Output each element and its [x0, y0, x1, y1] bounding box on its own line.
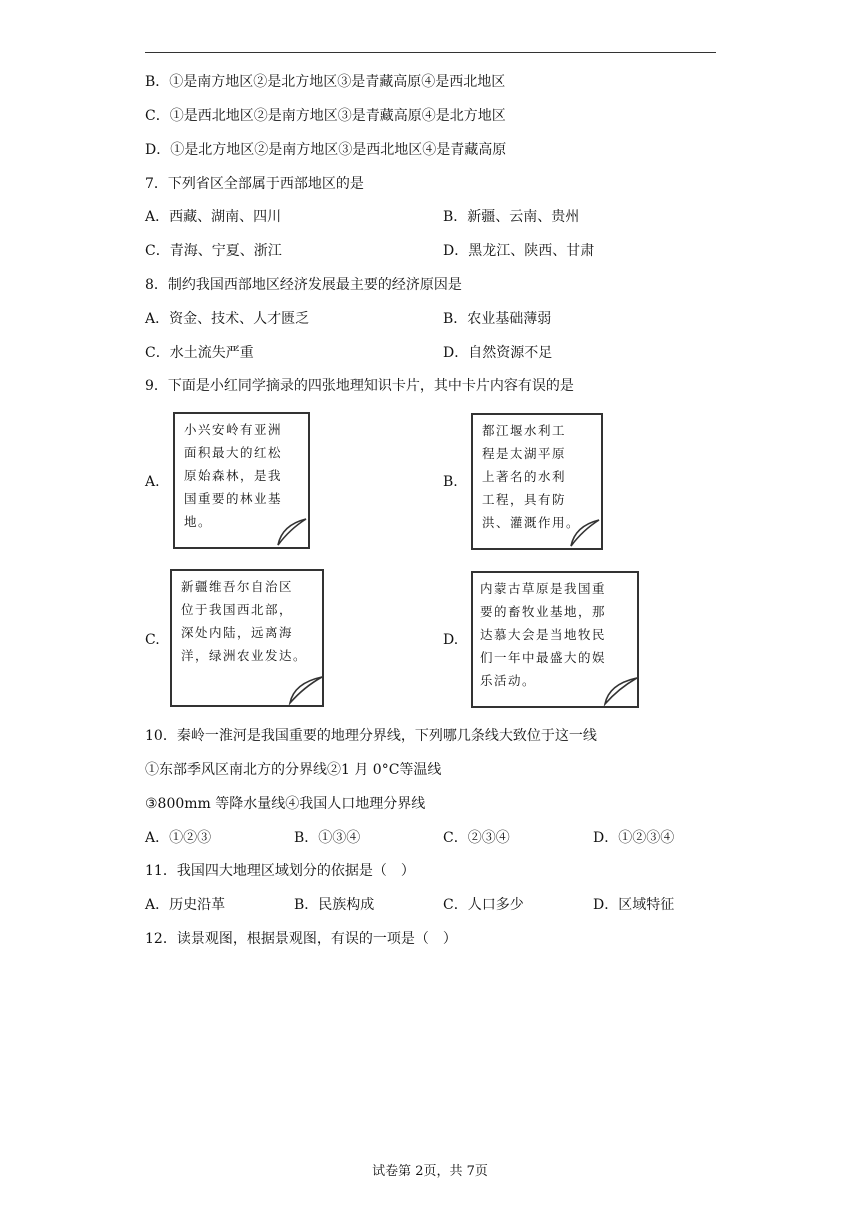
q8-stem: 8．制约我国西部地区经济发展最主要的经济原因是	[145, 277, 462, 293]
q7-option-d: D．黑龙江、陕西、甘肃	[443, 243, 595, 259]
q9-label-a: A.	[145, 474, 160, 490]
q11-stem: 11．我国四大地理区域划分的依据是（ ）	[145, 863, 415, 879]
q6-option-c: C．①是西北地区②是南方地区③是青藏高原④是北方地区	[145, 108, 506, 124]
q7-option-c: C．青海、宁夏、浙江	[145, 243, 282, 259]
q12-stem: 12．读景观图，根据景观图，有误的一项是（ ）	[145, 931, 457, 947]
q11-option-a: A．历史沿革	[145, 897, 226, 913]
q7-option-a: A．西藏、湖南、四川	[145, 209, 282, 225]
q11-option-b: B．民族构成	[294, 897, 375, 913]
q9-label-c: C.	[145, 632, 160, 648]
q10-option-d: D．①②③④	[593, 830, 675, 846]
q8-option-a: A．资金、技术、人才匮乏	[145, 311, 310, 327]
page-curl-icon	[603, 676, 639, 706]
card-d-text: 内蒙古草原是我国重 要的畜牧业基地，那 达慕大会是当地牧民 们一年中最盛大的娱 乐活动。	[480, 581, 607, 688]
q11-option-d: D．区域特征	[593, 897, 675, 913]
q7-stem: 7．下列省区全部属于西部地区的是	[145, 176, 364, 192]
page-footer: 试卷第 2页，共 7页	[372, 1164, 488, 1179]
q6-option-b: B．①是南方地区②是北方地区③是青藏高原④是西北地区	[145, 74, 506, 90]
q10-option-b: B．①③④	[294, 830, 361, 846]
q10-stem: 10．秦岭一淮河是我国重要的地理分界线，下列哪几条线大致位于这一线	[145, 728, 597, 744]
q11-option-c: C．人口多少	[443, 897, 524, 913]
header-rule	[145, 52, 716, 53]
q9-label-b: B.	[443, 474, 458, 490]
page-curl-icon	[288, 675, 324, 705]
q8-option-b: B．农业基础薄弱	[443, 311, 552, 327]
q10-option-a: A．①②③	[145, 830, 212, 846]
q9-stem: 9．下面是小红同学摘录的四张地理知识卡片，其中卡片内容有误的是	[145, 378, 574, 394]
q8-option-c: C．水土流失严重	[145, 345, 254, 361]
q8-option-d: D．自然资源不足	[443, 345, 553, 361]
q10-statement-line1: ①东部季风区南北方的分界线②1 月 0°C等温线	[145, 762, 442, 778]
card-b-text: 都江堰水利工 程是太湖平原 上著名的水利 工程，具有防 洪、灌溉作用。	[482, 423, 581, 530]
card-a-text: 小兴安岭有亚洲 面积最大的红松 原始森林，是我 国重要的林业基 地。	[184, 422, 283, 529]
card-c-text: 新疆维吾尔自治区 位于我国西北部， 深处内陆，远离海 洋，绿洲农业发达。	[181, 579, 308, 663]
q6-option-d: D．①是北方地区②是南方地区③是西北地区④是青藏高原	[145, 142, 507, 158]
q10-statement-line2: ③800mm 等降水量线④我国人口地理分界线	[145, 796, 426, 812]
page-curl-icon	[569, 518, 601, 548]
q9-label-d: D.	[443, 632, 459, 648]
q7-option-b: B．新疆、云南、贵州	[443, 209, 580, 225]
page-curl-icon	[276, 517, 308, 547]
q10-option-c: C．②③④	[443, 830, 510, 846]
